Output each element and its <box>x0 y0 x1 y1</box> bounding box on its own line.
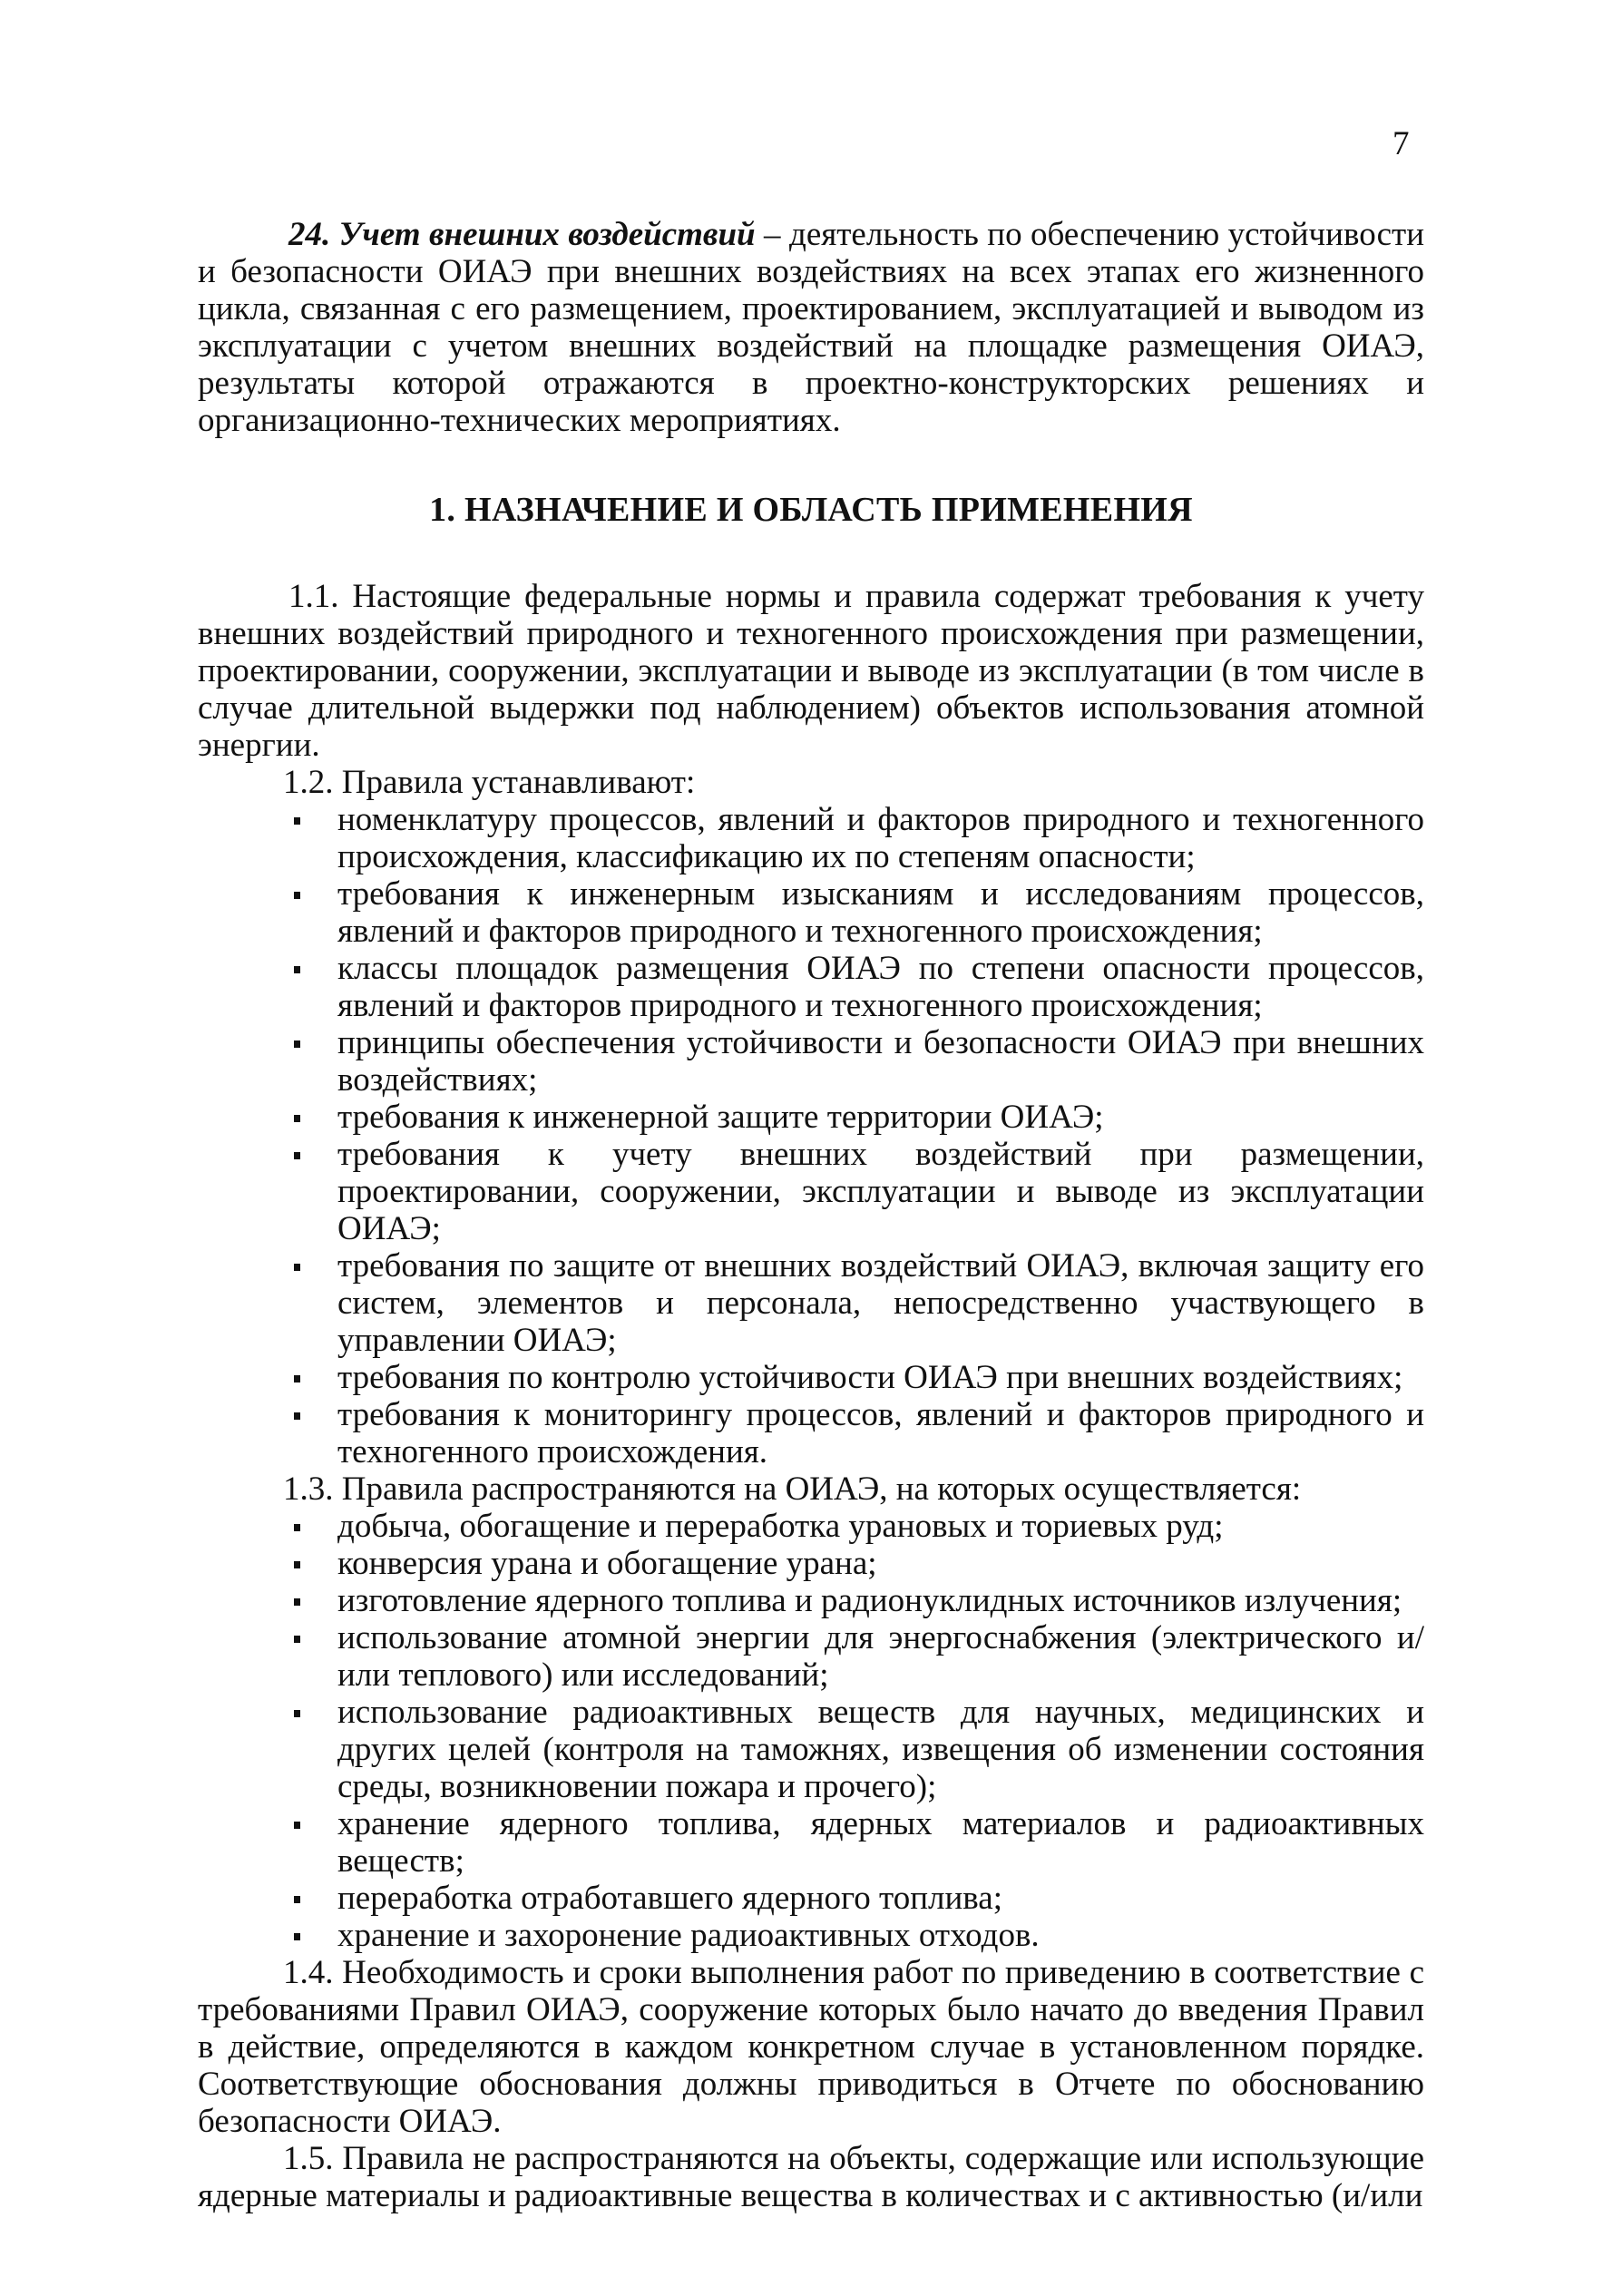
list-item: добыча, обогащение и переработка урановых и ториевых руд; <box>198 1508 1424 1545</box>
clause-1-2-list <box>198 801 1424 1470</box>
clause-1-5: 1.5. Правила не распространяются на объекты, содержащие или использующие ядерные материалы и радиоактивные вещества в количествах и с активностью (и/или <box>198 2140 1424 2214</box>
list-item: требования к инженерным изысканиям и исследованиям процессов, явлений и факторов природного и техногенного происхождения; <box>198 875 1424 950</box>
list-item: требования к инженерной защите территории ОИАЭ; <box>198 1099 1424 1136</box>
clause-1-1: 1.1. Настоящие федеральные нормы и правила содержат требования к учету внешних воздействий природного и техногенного происхождения при размещении, проектировании, сооружении, эксплуатации и выводе из эксплуатации (в том числе в случае длительной выдержки под наблюдением) объектов использования атомной энергии. <box>198 578 1424 764</box>
list-item: переработка отработавшего ядерного топлива; <box>198 1880 1424 1917</box>
page-number: 7 <box>1392 125 1410 162</box>
definition-paragraph <box>198 216 1424 439</box>
clause-1-3-intro: 1.3. Правила распространяются на ОИАЭ, на которых осуществляется: <box>283 1470 1302 1508</box>
list-item: использование атомной энергии для энергоснабжения (электрического и/или теплового) или исследований; <box>198 1619 1424 1694</box>
list-item: конверсия урана и обогащение урана; <box>198 1545 1424 1582</box>
list-item: классы площадок размещения ОИАЭ по степени опасности процессов, явлений и факторов природного и техногенного происхождения; <box>198 950 1424 1024</box>
list-item: хранение ядерного топлива, ядерных материалов и радиоактивных веществ; <box>198 1805 1424 1880</box>
list-item: использование радиоактивных веществ для научных, медицинских и других целей (контроля на таможнях, извещения об изменении состояния среды, возникновении пожара и прочего); <box>198 1694 1424 1805</box>
list-item: требования к учету внешних воздействий при размещении, проектировании, сооружении, эксплуатации и выводе из эксплуатации ОИАЭ; <box>198 1136 1424 1247</box>
clause-1-3-list <box>198 1508 1424 1954</box>
clause-1-2-intro: 1.2. Правила устанавливают: <box>283 764 696 801</box>
list-item: требования к мониторингу процессов, явлений и факторов природного и техногенного происхождения. <box>198 1396 1424 1470</box>
list-item: изготовление ядерного топлива и радионуклидных источников излучения; <box>198 1582 1424 1619</box>
list-item: требования по защите от внешних воздействий ОИАЭ, включая защиту его систем, элементов и персонала, непосредственно участвующего в управлении ОИАЭ; <box>198 1247 1424 1359</box>
section-heading: 1. НАЗНАЧЕНИЕ И ОБЛАСТЬ ПРИМЕНЕНИЯ <box>429 491 1193 529</box>
list-item: хранение и захоронение радиоактивных отходов. <box>198 1917 1424 1954</box>
list-item: принципы обеспечения устойчивости и безопасности ОИАЭ при внешних воздействиях; <box>198 1024 1424 1099</box>
page-content <box>198 216 1424 2214</box>
list-item: требования по контролю устойчивости ОИАЭ при внешних воздействиях; <box>198 1359 1424 1396</box>
definition-term: 24. Учет внешних воздействий <box>288 216 756 253</box>
list-item: номенклатуру процессов, явлений и факторов природного и техногенного происхождения, классификацию их по степеням опасности; <box>198 801 1424 875</box>
clause-1-4: 1.4. Необходимость и сроки выполнения работ по приведению в соответствие с требованиями Правил ОИАЭ, сооружение которых было начато до введения Правил в действие, определяются в каждом конкретном случае в установленном порядке. Соответствующие обоснования должны приводиться в Отчете по обоснованию безопасности ОИАЭ. <box>198 1954 1424 2140</box>
definition-text: – деятельность по обеспечению устойчивости и безопасности ОИАЭ при внешних воздействиях на всех этапах его жизненного цикла, связанная с его размещением, проектированием, эксплуатацией и выводом из эксплуатации с учетом внешних воздействий на площадке размещения ОИАЭ, результаты которой отражаются в проектно-конструкторских решениях и организационно-технических мероприятиях. <box>198 216 1425 439</box>
